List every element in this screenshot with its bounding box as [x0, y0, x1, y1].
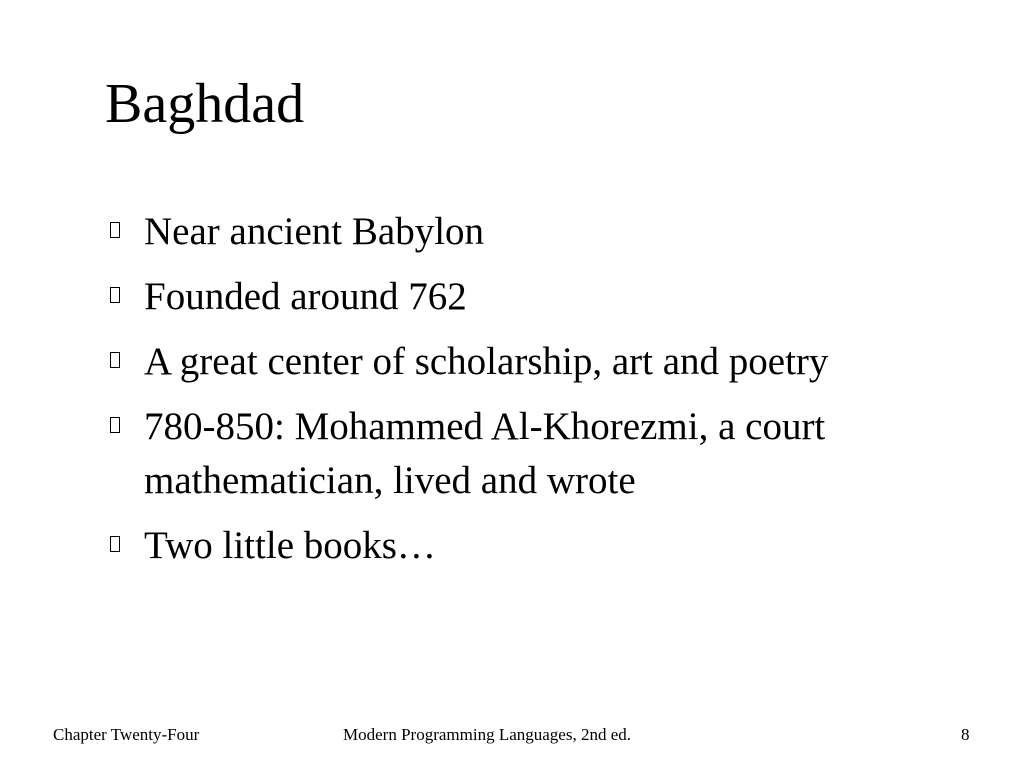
- bullet-text: A great center of scholarship, art and poetry: [144, 340, 829, 383]
- footer-book-title: Modern Programming Languages, 2nd ed.: [343, 725, 631, 744]
- square-bullet-icon: [110, 352, 120, 368]
- bullet-item: [104, 400, 964, 508]
- bullet-list: [104, 205, 964, 584]
- bullet-text: 780-850: Mohammed Al-Khorezmi, a court mathematician, lived and wrote: [144, 405, 826, 502]
- bullet-item: [104, 270, 964, 324]
- square-bullet-icon: [110, 222, 120, 238]
- footer-chapter: Chapter Twenty-Four: [53, 725, 200, 744]
- square-bullet-icon: [110, 417, 120, 433]
- bullet-text: Two little books…: [144, 524, 436, 567]
- square-bullet-icon: [110, 536, 120, 552]
- bullet-text: Near ancient Babylon: [144, 210, 485, 253]
- bullet-text: Founded around 762: [144, 275, 467, 318]
- square-bullet-icon: [110, 287, 120, 303]
- bullet-item: [104, 205, 964, 259]
- slide-title: Baghdad: [105, 73, 305, 135]
- bullet-item: [104, 335, 964, 389]
- bullet-item: [104, 519, 964, 573]
- page-number: 8: [961, 725, 970, 744]
